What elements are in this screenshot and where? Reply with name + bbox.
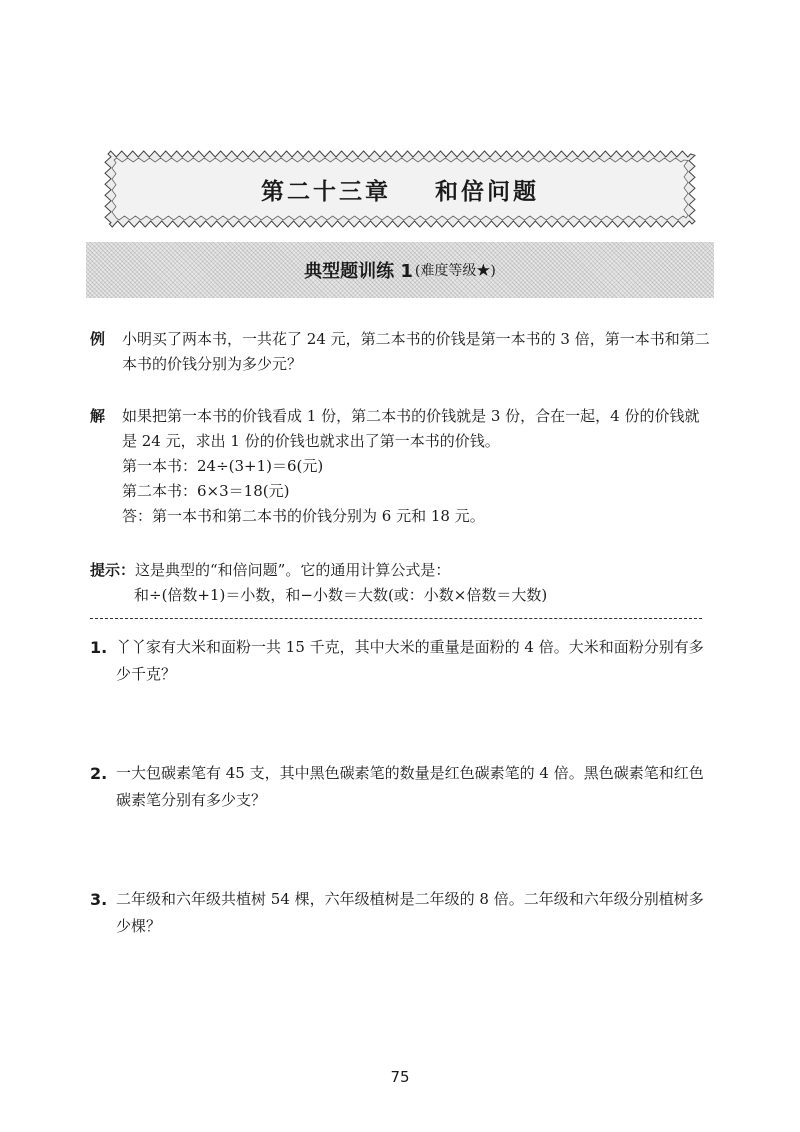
example-label: 例 [90, 330, 106, 348]
problem-number: 2. [90, 764, 108, 783]
divider [90, 618, 702, 619]
problem-text: 二年级和六年级共植树 54 棵，六年级植树是二年级的 8 倍。二年级和六年级分别植树多少棵？ [116, 890, 704, 935]
example-block [90, 327, 710, 377]
section-title: 典型题训练 1 [304, 261, 413, 282]
problem-number: 1. [90, 638, 108, 657]
problem-number: 3. [90, 890, 108, 909]
chapter-title [102, 148, 698, 230]
problem-text: 丫丫家有大米和面粉一共 15 千克，其中大米的重量是面粉的 4 倍。大米和面粉分别有多少千克？ [116, 638, 704, 683]
tip-text: 这是典型的“和倍问题”。它的通用计算公式是： [135, 561, 451, 579]
solution-block [90, 404, 710, 529]
solution-step: 第一本书：24÷(3+1)＝6(元) [122, 457, 324, 475]
solution-label: 解 [90, 407, 106, 425]
solution-text: 如果把第一本书的价钱看成 1 份，第二本书的价钱就是 3 份，合在一起，4 份的价钱就是 24 元，求出 1 份的价钱也就求出了第一本书的价钱。 [122, 407, 700, 450]
tip-block [90, 558, 710, 608]
tip-label: 提示： [90, 561, 136, 579]
solution-step: 第二本书：6×3＝18(元) [122, 482, 290, 500]
page-number: 75 [390, 1068, 410, 1086]
chapter-banner [102, 148, 698, 230]
chapter-number: 第二十三章 [261, 178, 391, 205]
difficulty-label: (难度等级★) [414, 263, 496, 279]
problem-1 [90, 634, 715, 688]
chapter-topic: 和倍问题 [435, 178, 539, 205]
solution-answer: 答：第一本书和第二本书的价钱分别为 6 元和 18 元。 [122, 507, 485, 525]
tip-formula: 和÷(倍数+1)＝小数，和−小数＝大数(或：小数×倍数＝大数) [134, 586, 548, 604]
problem-2 [90, 760, 715, 814]
example-text: 小明买了两本书，一共花了 24 元，第二本书的价钱是第一本书的 3 倍，第一本书和第二本书的价钱分别为多少元？ [122, 330, 710, 373]
problem-text: 一大包碳素笔有 45 支，其中黑色碳素笔的数量是红色碳素笔的 4 倍。黑色碳素笔和红色碳素笔分别有多少支？ [116, 764, 704, 809]
problem-3 [90, 886, 715, 940]
section-banner [86, 242, 714, 298]
